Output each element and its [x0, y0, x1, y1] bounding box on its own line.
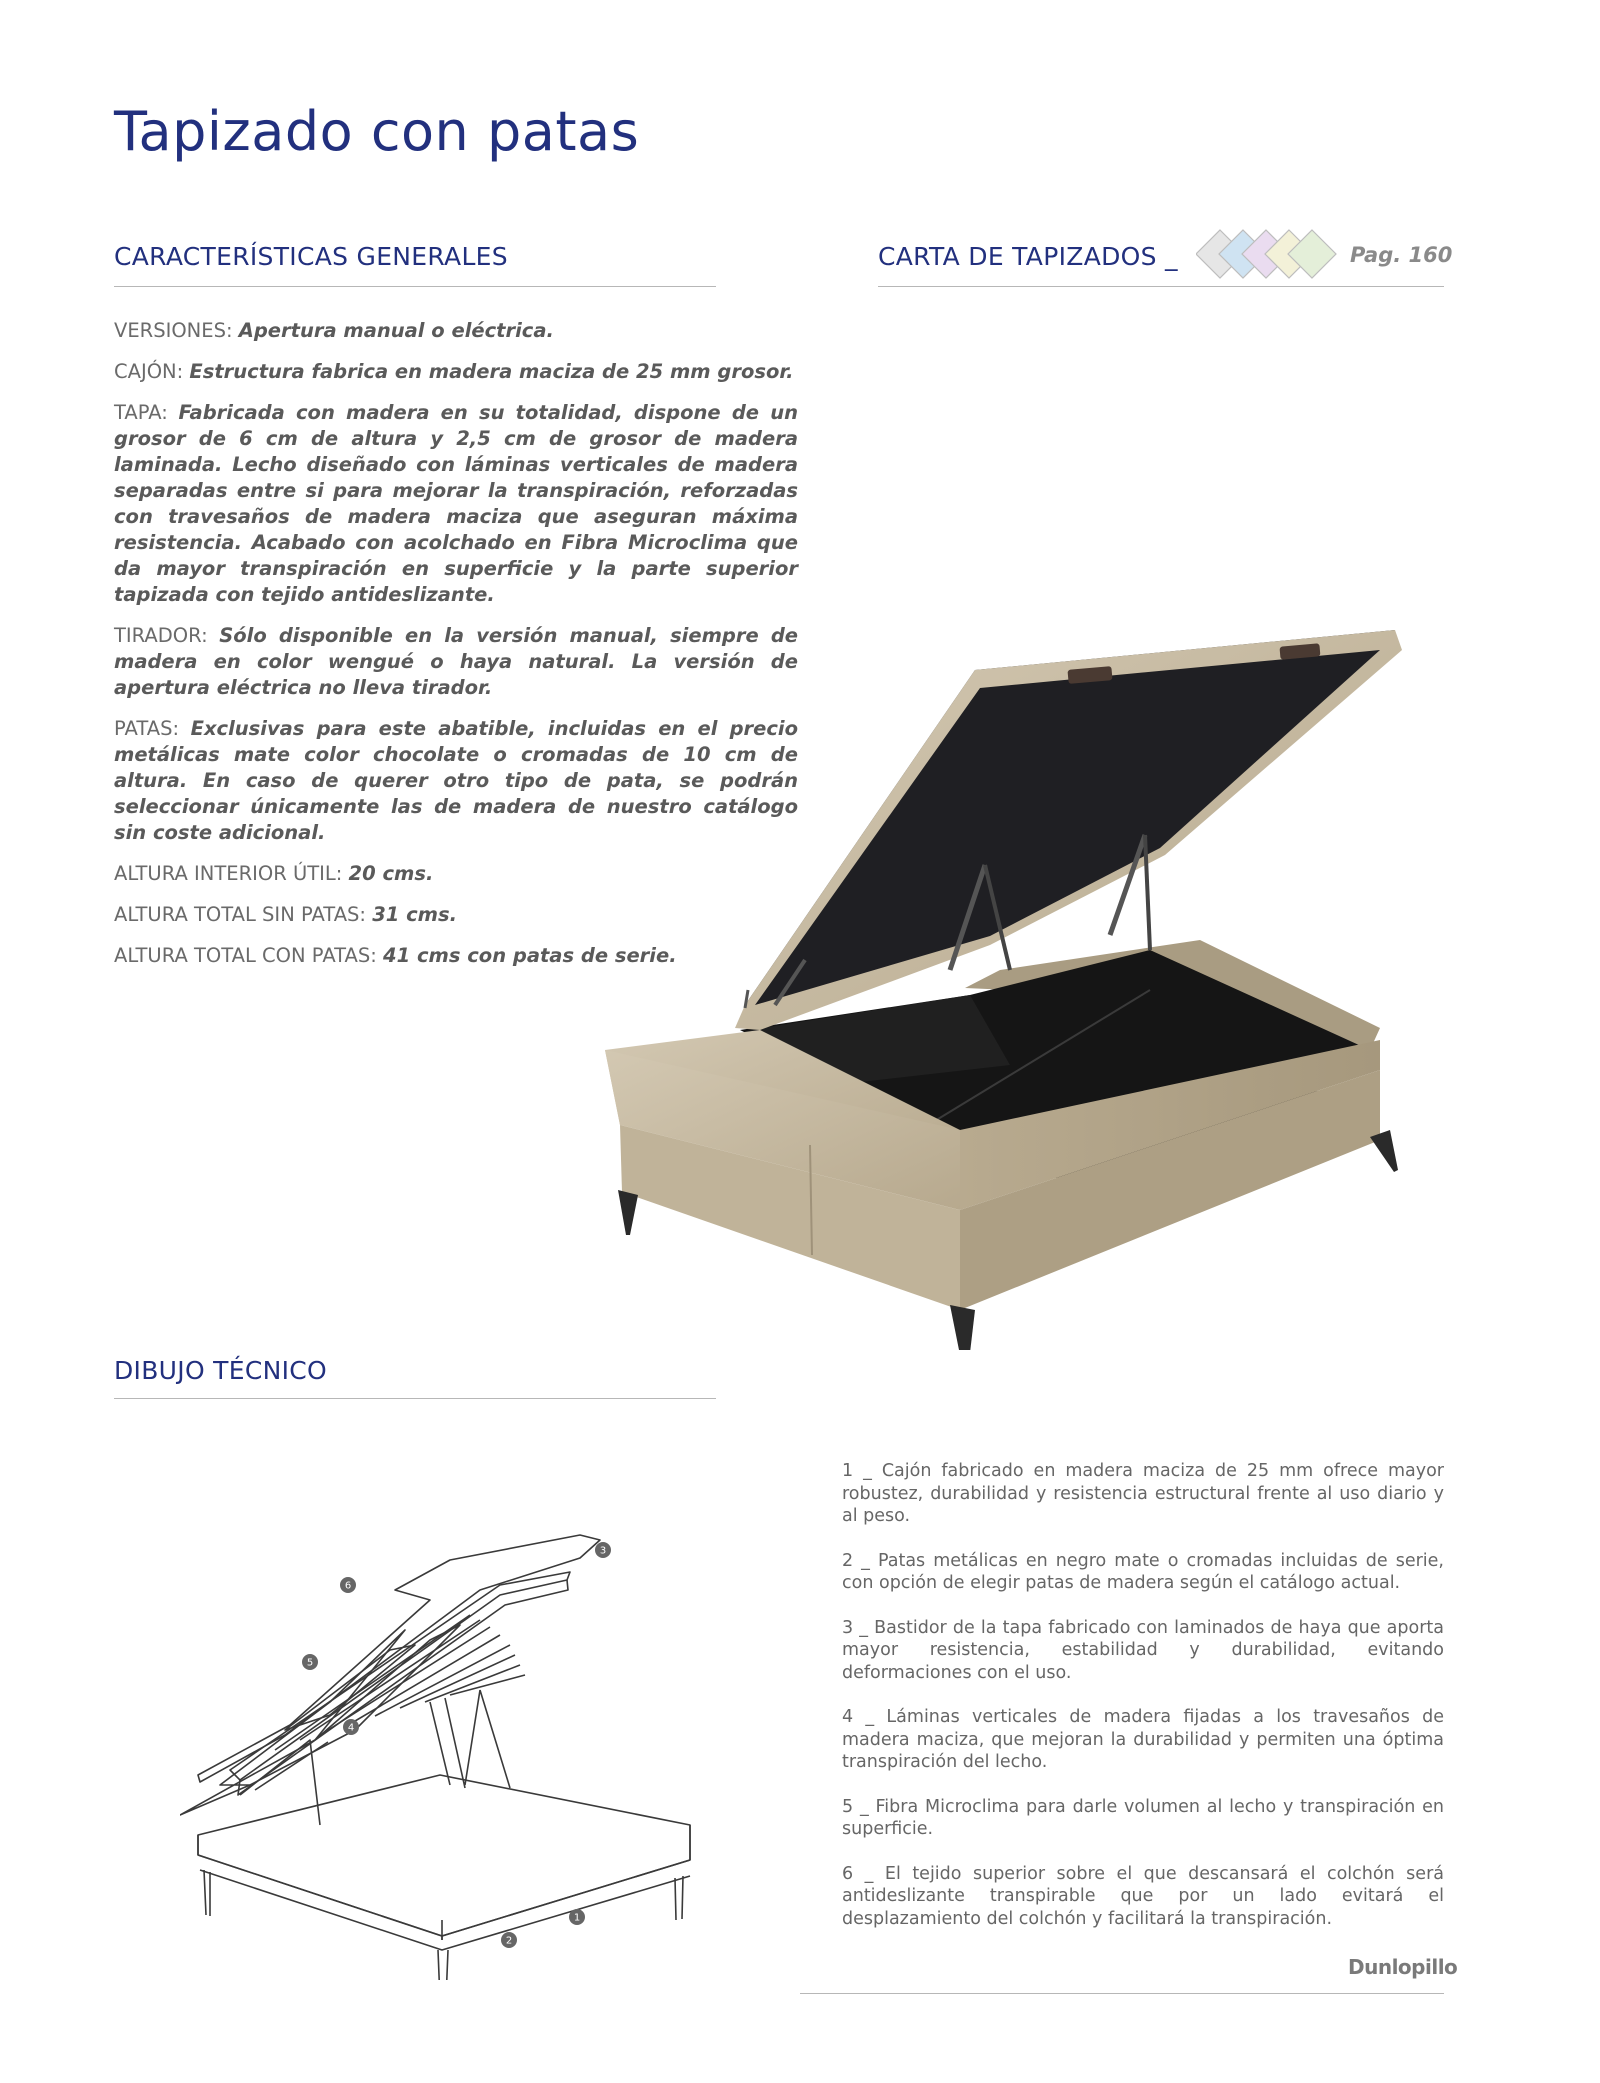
svg-text:5: 5	[306, 1657, 314, 1669]
technical-heading: DIBUJO TÉCNICO	[114, 1356, 328, 1385]
carta-heading-rule	[878, 286, 1444, 287]
note-3: 3 _ Bastidor de la tapa fabricado con laminados de haya que aporta mayor resistencia, estabilidad y durabilidad, evitando deformaciones con el uso.	[842, 1617, 1444, 1683]
note-6: 6 _ El tejido superior sobre el que descansará el colchón será antideslizante transpirable que por un lado evitará el desplazamiento del colchón y facilitará la transpiración.	[842, 1863, 1444, 1929]
svg-text:1: 1	[573, 1912, 581, 1924]
spec-altura-interior: ALTURA INTERIOR ÚTIL: 20 cms.	[114, 862, 434, 885]
technical-drawing	[180, 1440, 720, 1980]
page-title: Tapizado con patas	[114, 100, 640, 163]
svg-text:3: 3	[599, 1545, 607, 1557]
callout-2	[501, 1932, 517, 1948]
svg-text:6: 6	[344, 1580, 352, 1592]
general-heading: CARACTERÍSTICAS GENERALES	[114, 242, 508, 271]
callout-1	[569, 1909, 585, 1925]
spec-altura-con-patas: ALTURA TOTAL CON PATAS: 41 cms con patas de serie.	[114, 944, 677, 967]
callout-5	[302, 1654, 318, 1670]
spec-versiones: VERSIONES: Apertura manual o eléctrica.	[114, 319, 554, 342]
spec-tapa: TAPA: Fabricada con madera en su totalidad, dispone de un grosor de 6 cm de altura y 2,5 cm de grosor de madera laminada. Lecho diseñado con láminas verticales de madera separadas entre si para mejorar la transpiración, reforzadas con travesaños de madera maciza que aseguran máxima resistencia. Acabado con acolchado en Fibra Microclima que da mayor transpiración en superficie y la parte superior tapizada con tejido antideslizante.	[114, 401, 799, 606]
footer-rule	[800, 1993, 1444, 1994]
carta-heading[interactable]: CARTA DE TAPIZADOS _	[878, 242, 1178, 271]
note-4: 4 _ Láminas verticales de madera fijadas a los travesaños de madera maciza, que mejoran la durabilidad y permiten una óptima transpiración del lecho.	[842, 1707, 1444, 1772]
note-5: 5 _ Fibra Microclima para darle volumen al lecho y transpiración en superficie.	[842, 1796, 1444, 1839]
svg-text:4: 4	[347, 1722, 355, 1734]
bed-product-image	[590, 610, 1430, 1350]
svg-text:2: 2	[505, 1935, 513, 1947]
callout-6	[340, 1577, 356, 1593]
spec-tirador: TIRADOR: Sólo disponible en la versión manual, siempre de madera en color wengué o haya natural. La versión de apertura eléctrica no lleva tirador.	[114, 624, 799, 699]
brand-logo: Dunlopillo	[1348, 1955, 1458, 1979]
spec-cajon: CAJÓN: Estructura fabrica en madera maciza de 25 mm grosor.	[114, 360, 794, 383]
spec-patas: PATAS: Exclusivas para este abatible, incluidas en el precio metálicas mate color chocolate o cromadas de 10 cm de altura. En caso de querer otro tipo de pata, se podrán seleccionar únicamente las de madera de nuestro catálogo sin coste adicional.	[114, 717, 799, 844]
callout-4	[343, 1719, 359, 1735]
general-heading-rule	[114, 286, 716, 287]
technical-notes	[842, 1460, 1444, 1952]
fabric-swatches-icon[interactable]	[1196, 226, 1342, 282]
callout-3	[595, 1542, 611, 1558]
note-2: 2 _ Patas metálicas en negro mate o cromadas incluidas de serie, con opción de elegir patas de madera según el catálogo actual.	[842, 1550, 1444, 1593]
carta-page-ref[interactable]: Pag. 160	[1350, 243, 1453, 267]
spec-altura-sin-patas: ALTURA TOTAL SIN PATAS: 31 cms.	[114, 903, 458, 926]
technical-heading-rule	[114, 1398, 716, 1399]
note-1: 1 _ Cajón fabricado en madera maciza de 25 mm ofrece mayor robustez, durabilidad y resistencia estructural frente al uso diario y al peso.	[842, 1461, 1444, 1526]
